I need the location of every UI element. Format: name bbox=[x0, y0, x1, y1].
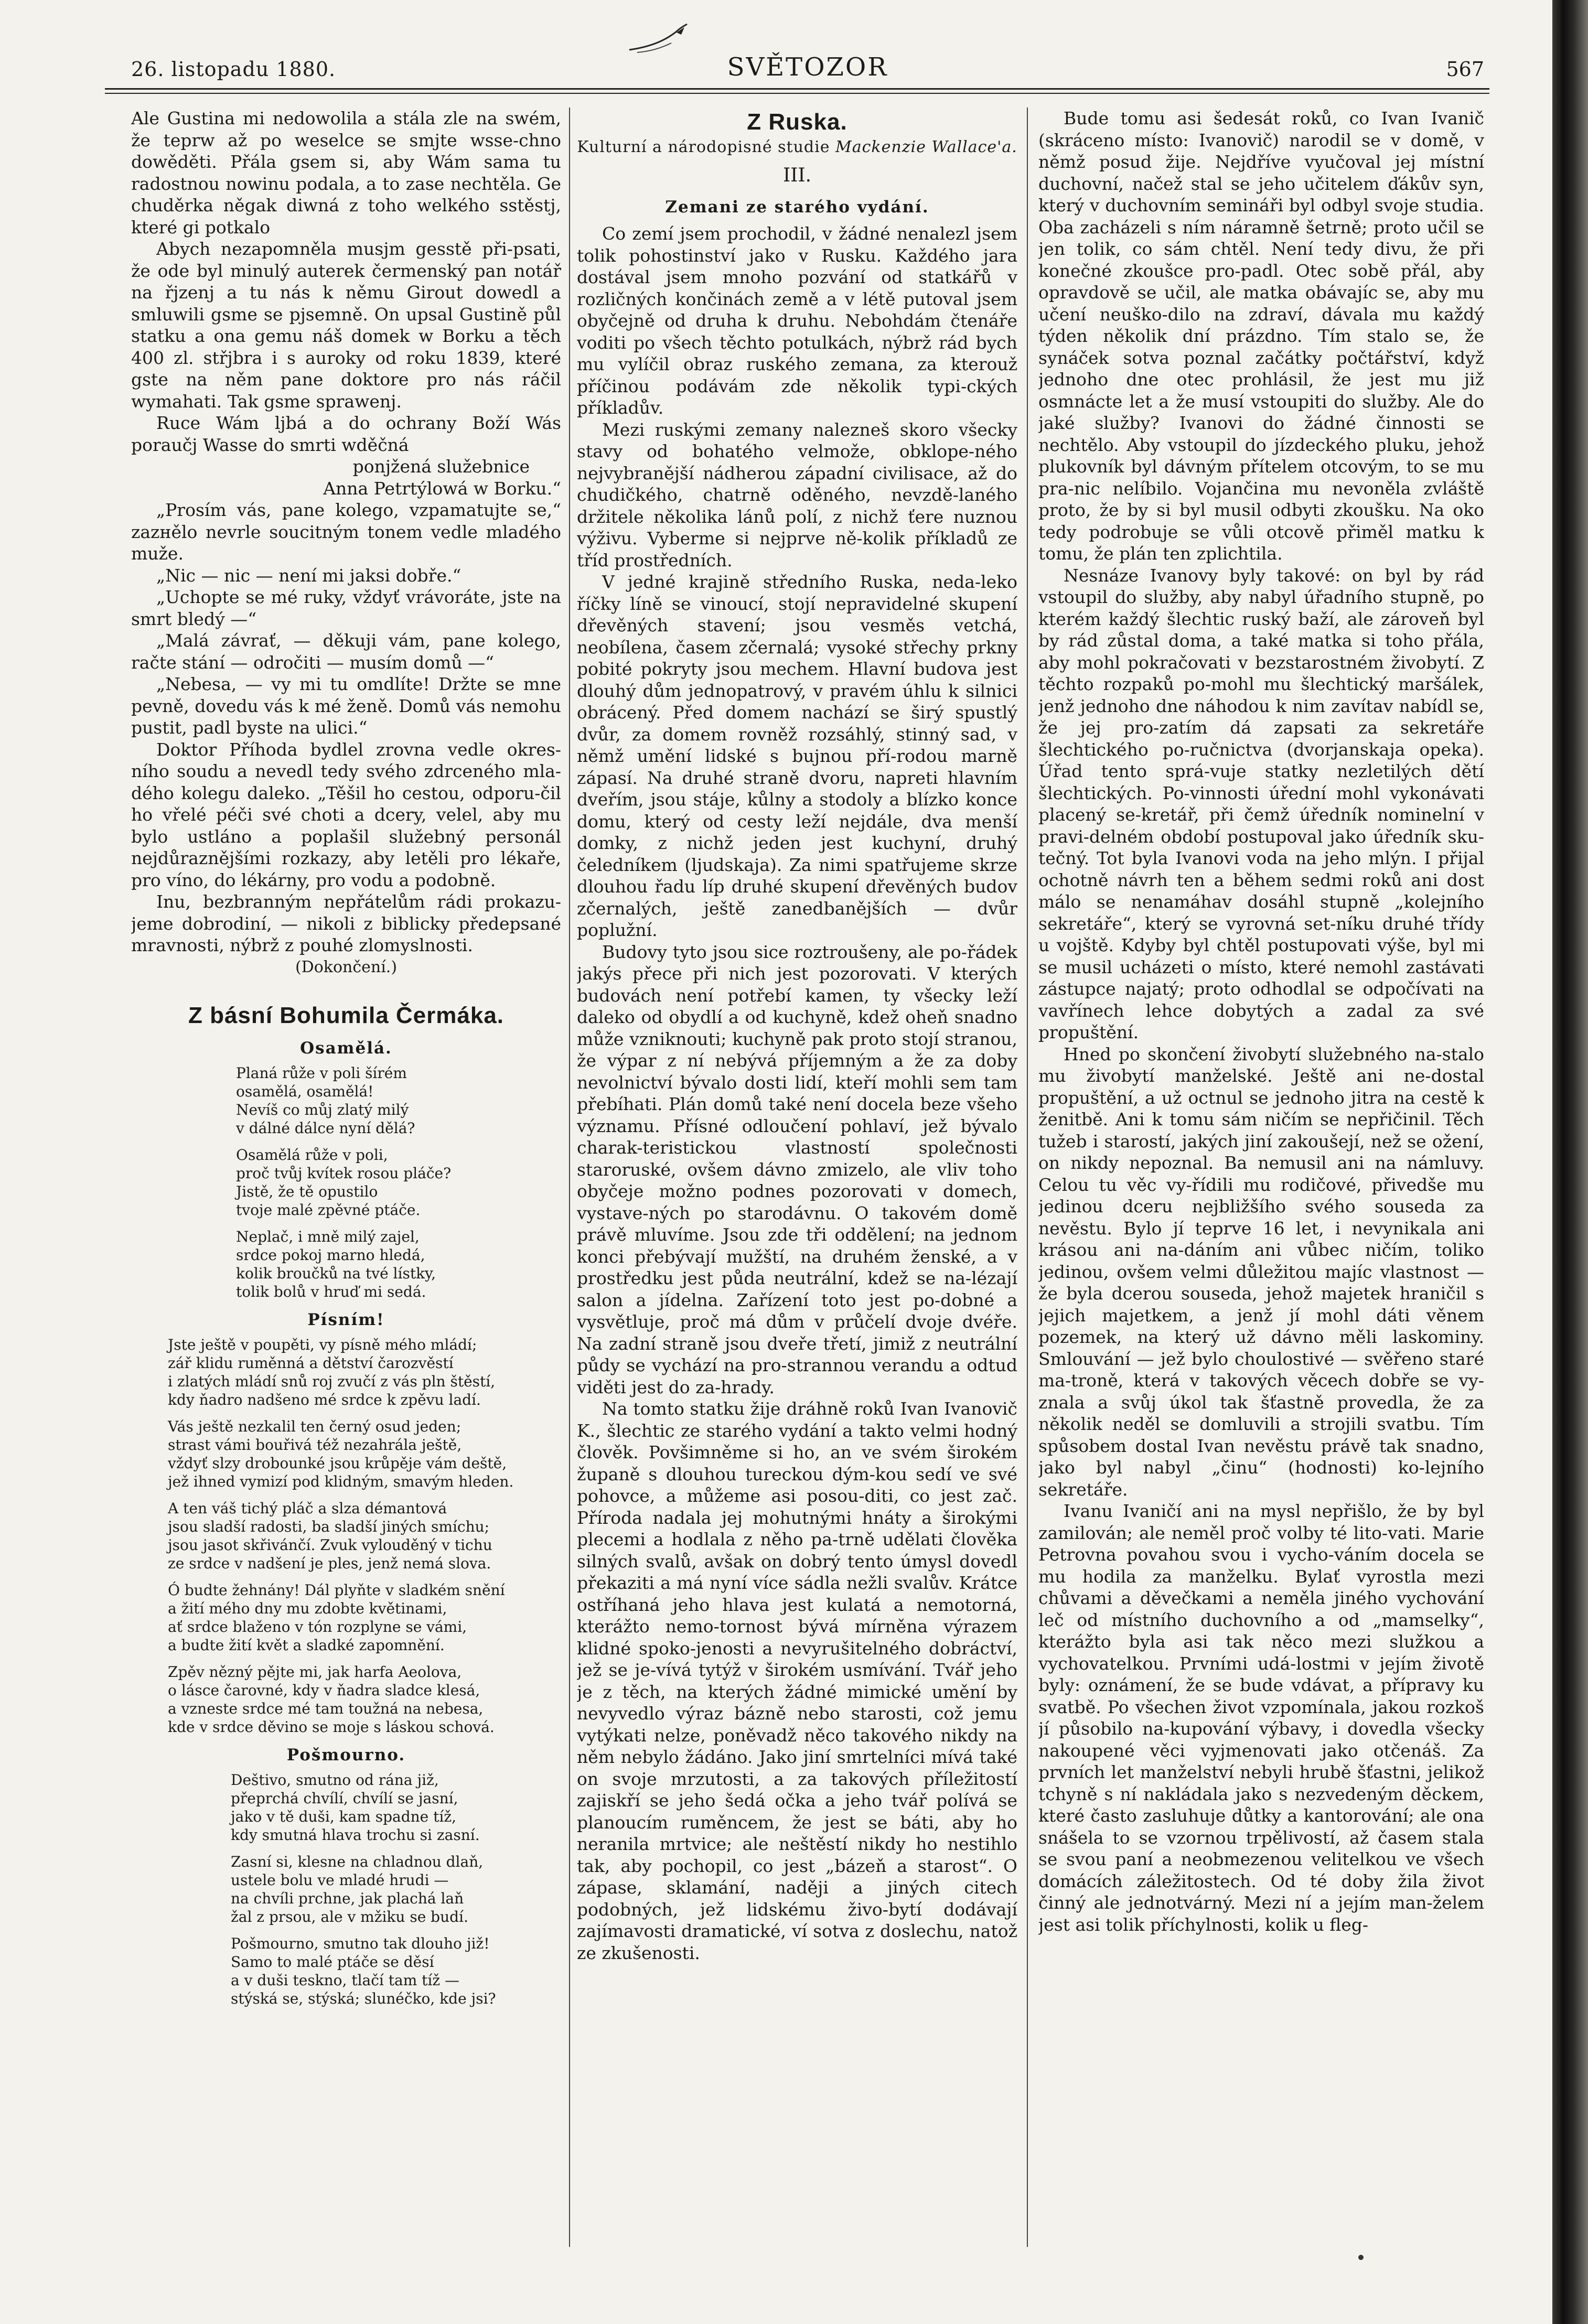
verse-line: Samo to malé ptáče se děsí bbox=[231, 1953, 434, 1971]
verse-line: Vás ještě nezkalil ten černý osud jeden; bbox=[168, 1418, 462, 1435]
subtitle-text: Kulturní a národopisné studie bbox=[577, 138, 830, 156]
verse-line: vždyť slzy drobounké jsou krůpěje vám deště, bbox=[168, 1455, 507, 1472]
verse-line: Neplač, i mně milý zajel, bbox=[236, 1228, 420, 1245]
paragraph: „Nic — nic — není mi jaksi dobře.“ bbox=[156, 565, 462, 586]
to-be-continued-note: (Dokončení.) bbox=[295, 957, 398, 976]
page-number: 567 bbox=[1446, 58, 1484, 81]
paragraph: Co zemí jsem prochodil, v žádné nenalezl jsem tolik pohostinství jako v Rusku. Každého jara dostával jsem mnoho pozvání od statkářů v rozličných končinách země a v létě putoval jsem obyčejně od druha k druhu. Nebohdám čtenáře voditi po všech těchto potulkách, nýbrž rád bych mu vylíčil obraz ruského zemana, za kterouž příčinou podávám zde několik typi-ckých příkladův. bbox=[577, 223, 1017, 418]
verse-line: jsou jasot skřivánčí. Zvuk vylouděný v tichu bbox=[168, 1536, 492, 1554]
verse-line: Jste ještě v poupěti, vy písně mého mládí; bbox=[168, 1336, 477, 1353]
paragraph: Abych nezapomněla musjm gesstě při-psati, že ode byl minulý auterek čermenský pan notář na řjzenj a tu nás k němu Girout dowedl a smluwili gsme se pjsemně. On upsal Gustině půl statku a ona gemu náš domek w Borku a těch 400 zl. střjbra i s auroky od roku 1839, které gste na něm pane doktore pro nás ráčil wymahati. Tak gsme sprawenj. bbox=[131, 239, 561, 412]
masthead-title: SVĚTOZOR bbox=[727, 52, 888, 82]
verse-line: Osamělá růže v poli, bbox=[236, 1146, 388, 1164]
verse-line: ze srdce v nadšení je ples, jenž nemá slova. bbox=[168, 1555, 491, 1572]
issue-date: 26. listopadu 1880. bbox=[131, 58, 336, 81]
verse-line: jež ihned vymizí pod klidným, smavým hleden. bbox=[168, 1473, 514, 1490]
verse-line: Zasní si, klesne na chladnou dlaň, bbox=[231, 1853, 484, 1870]
ornament-icon bbox=[627, 21, 695, 58]
paragraph: „Uchopte se mé ruky, vždyť vrávoráte, jste na smrt bledý —“ bbox=[131, 587, 561, 629]
paragraph: V jedné krajině středního Ruska, neda-leko říčky líně se vinoucí, stojí nepravidelné skupení dřevěných stavení; jsou vesměs vetchá, neobílena, časem zčernalá; vysoké střechy prkny pobité pokryty jsou mechem. Hlavní budova jest dlouhý dům jednopatrový, v pravém úhlu k silnici obrácený. Před domem nachází se širý spustlý dvůr, za domem rovněž rozsáhlý, stinný sad, v němž umění lidské s bujnou pří-rodou marně zápasí. Na druhé straně dvoru, napreti hlavním dveřím, jsou stáje, kůlny a stodoly a blízko konce domu, který od cesty leží nejdále, dva menší domky, z nichž jeden jest kuchyní, druhý čeledníkem (ljudskaja). Za nimi spatřujeme skrze dlouhou řadu líp druhé skupení dřevěných budov zčernalých, ještě zanedbanějších — dvůr poplužní. bbox=[577, 572, 1017, 940]
verse-line: zář klidu ruměnná a dětství čarozvěstí bbox=[168, 1354, 454, 1372]
paragraph: Ale Gustina mi nedowolila a stála zle na swém, že teprw až po weselce se smjte wsse-chno dowěděti. Přála gsem si, aby Wám sama tu radostnou nowinu podala, a to zase nechtěla. Ge chuděrka něgak diwná z toho welkého sstěstj, které gi potkalo bbox=[131, 108, 561, 238]
verse-line: o lásce čarovné, kdy v ňadra sladce klesá, bbox=[168, 1682, 480, 1699]
verse-line: přeprchá chvílí, chvílí se jasní, bbox=[231, 1790, 458, 1807]
subtitle-author: Mackenzie Wallace'a. bbox=[835, 138, 1017, 156]
poem-posmourno bbox=[131, 1771, 561, 2008]
verse-line: Zpěv nězný pějte mi, jak harfa Aeolova, bbox=[168, 1663, 462, 1681]
poem-title: Pošmourno. bbox=[286, 1746, 406, 1764]
stanza bbox=[168, 1336, 561, 1409]
signature-line: ponjžená služebnice bbox=[352, 456, 530, 477]
verse-line: kolik broučků na tvé lístky, bbox=[236, 1265, 436, 1282]
signature-name: Anna Petrtýlowá w Borku.“ bbox=[323, 478, 561, 499]
paragraph: Ivanu Ivaničí ani na mysl nepřišlo, že by byl zamilován; ale neměl proč volby té lito-vati. Marie Petrovna povahou svou i vycho-váním docela se mu hodila za manželku. Bylať vyrostla mezi chůvami a děvečkami a neměla jiného vychování leč od místního duchovního a od „mamselky“, kterážto byla asi tak něco mezi služkou a vychovatelkou. Prvními udá-lostmi v jejím životě byly: oznámení, že se bude vdávat, a přípravy ku svatbě. Po všechen život vzpomínala, jakou rozkoš jí působilo na-kupování výbavy, i dovedla všecky nakoupené věci vyjmenovati jako otčenáš. Za prvních let manželství nebyli hrubě šťastni, jelikož tchyně s ní nakládala jako s nezvedeným děckem, které často zasluhuje důtky a kantorování; ale ona snášela to se vzornou trpělivostí, až časem stala se svou paní a neobmezenou velitelkou ve všech domácích záležitostech. Od té doby žila život činný ale jednotvárný. Mezi ní a jejím man-želem jest asi tolik příchylnosti, kolik u fleg- bbox=[1038, 1501, 1484, 1935]
paragraph: Bude tomu asi šedesát roků, co Ivan Ivanič (skráceno místo: Ivanovič) narodil se v domě, v němž posud žije. Nejdříve vyučoval jej místní duchovní, načež stal se jeho učitelem ďákův syn, který v duchovním semináři byl odbyl svoje studia. Oba zacházeli s ním náramně šetrně; proto učil se jen tolik, co sám chtěl. Není tedy divu, že při konečné zkoušce pro-padl. Otec sobě přál, aby opravdově se učil, ale matka obávajíc se, aby mu učení neuško-dilo na zdraví, dávala mu každý týden několik dní prázdno. Tím stalo se, že synáček sotva poznal začátky počtářství, když jednoho dne otec prohlásil, že jest mu již osmnácte let a že musí vstoupiti do služby. Ale do jaké služby? Ivanovi do žádné činnosti se nechtělo. Aby vstoupil do jízdeckého pluku, jehož plukovník byl dávným přítelem otcovým, to se mu pra-nic nelíbilo. Vojančina mu nevoněla zvláště proto, že by si byl musil odbyti zkoušku. Na oko tedy podrobuje se vůli otcově přiměl matku k tomu, že plán ten zplichtila. bbox=[1038, 108, 1484, 564]
paragraph: Mezi ruskými zemany nalezneš skoro všecky stavy od bohatého velmože, obklope-ného nejvybranější nádherou západní civilisace, až do chudičkého, chatrně oděného, nevzdě-laného držitele několika lánů polí, z nichž ťere nuznou výživu. Vyberme si nejprve ně-kolik příkladů ze tříd prostředních. bbox=[577, 419, 1017, 571]
verse-line: i zlatých mládí snů roj zvučí z vás pln štěstí, bbox=[168, 1373, 496, 1390]
paragraph: Doktor Příhoda bydlel zrovna vedle okres-ního soudu a nevedl tedy svého zdrceného mla-dého kolegu daleko. „Těšil ho cestou, odporu-čil ho vřelé péči své choti a dcery, velel, aby mu bylo ustláno a poplašil služebný personál nejdůraznějšími rozkazy, aby letěli pro lékaře, pro víno, do lékárny, pro vodu a podobně. bbox=[131, 739, 561, 890]
stanza bbox=[236, 1228, 561, 1301]
verse-line: stýská se, stýská; slunéčko, kde jsi? bbox=[231, 1990, 496, 2007]
verse-line: srdce pokoj marno hledá, bbox=[236, 1246, 425, 1264]
verse-line: na chvíli prchne, jak plachá laň bbox=[231, 1890, 464, 1907]
stanza bbox=[168, 1499, 561, 1573]
column-1 bbox=[131, 107, 561, 2268]
paragraph: „Malá závrať, — děkuji vám, pane kolego, račte stání — odročiti — musím domů —“ bbox=[131, 630, 561, 673]
stanza bbox=[236, 1146, 561, 1219]
stanza bbox=[168, 1663, 561, 1736]
poem-osamela bbox=[131, 1064, 561, 1301]
paragraph: Na tomto statku žije dráhně roků Ivan Ivanovič K., šlechtic ze starého vydání a takto velmi hodný člověk. Povšimněme si ho, an ve svém širokém županě s dlouhou tureckou dým-kou sedí ve své pohovce, a můžeme asi posou-diti, co jest zač. Příroda nadala jej mohutnými hnáty a širokými plecemi a hodlala z něho pa-trně udělati člověka silných svalů, avšak on dobrý tento úmysl dovedl překaziti a má nyní více sádla nežli svalův. Krátce ostříhaná jeho hlava jest kulatá a nemotorná, kterážto nemo-tornost bývá mírněna výrazem klidné spoko-jenosti a nevyrušitelného dobráctví, jež se je-vívá tytýž v širokém usmívání. Tvář jeho je z těch, na kterých žádné mimické umění by nevyvedlo výraz bázně nebo starosti, což jemu vytýkati nelze, poněvadž něco takového nikdy na něm nebylo žádáno. Jako jiní smrtelníci mívá také on svoje mrzutosti, a za takových příležitostí zajiskří se jeho šedá očka a jeho tvář polívá se planoucím ruměncem, že jest se báti, aby ho neranila mrtvice; ale neštěstí nikdy ho nestihlo tak, aby pochopil, co jest „bázeň a starost“. O zápase, sklamání, naději a jiných citech podobných, jež lidskému živo-bytí dodávají zajímavosti dramatické, ví sotva z doslechu, natož ze zkušenosti. bbox=[577, 1398, 1017, 1963]
verse-line: proč tvůj kvítek rosou pláče? bbox=[236, 1165, 452, 1182]
verse-line: tvoje malé zpěvné ptáče. bbox=[236, 1201, 421, 1219]
article-subtitle bbox=[577, 137, 1017, 158]
verse-line: a vzneste srdce mé tam toužná na nebesa, bbox=[168, 1700, 484, 1717]
paragraph: Budovy tyto jsou sice roztroušeny, ale po-řádek jakýs přece při nich jest pozorovati. V kterých budovách není potřebí kamen, ty všecky leží daleko od obydlí a od kuchyně, kdež oheň snadno může vzniknouti; kuchyně pak proto stojí stranou, že výpar z ní nebývá příjemným a že za doby nevolnictví bývalo dosti lidí, kteří mohli sem tam přebíhati. Plán domů také není docela beze všeho významu. Přísné odloučení pohlaví, jež bývalo charak-teristickou vlastností společnosti starоruské, ovšem dávno zmizelo, ale vliv toho obyčeje možno podnes pozorovati v domech, vystave-ných po starodávnu. O takovém domě právě mluvíme. Jsou zde tři oddělení; na jednom konci přebývají mužští, na druhém ženské, a v prostředku jest půda neutrální, kdež se na-lézají salon a jídelna. Zařízení toto jest po-dobné a vysvětluje, proč má dům v průčelí dvoje dvéře. Na zadní straně jsou dveře třetí, jimiž z neutrální půdy se vychází na pro-strannou verandu a odtud viděti jest do za-hrady. bbox=[577, 941, 1017, 1397]
verse-line: jsou sladší radosti, ba sladší jiných smíchu; bbox=[168, 1518, 490, 1535]
stanza bbox=[231, 1771, 561, 1844]
article-title: Z Ruska. bbox=[747, 109, 847, 135]
verse-line: a v duši tesknо, tlačí tam tíž — bbox=[231, 1972, 460, 1989]
column-divider bbox=[1027, 107, 1028, 2247]
paragraph: Inu, bezbranným nepřátelům rádi prokazu-jeme dobrodiní, — nikoli z biblicky předepsané mravnosti, nýbrž z pouhé zlomyslnosti. bbox=[131, 891, 561, 955]
verse-line: ustele bolu ve mladé hrudi — bbox=[231, 1871, 449, 1889]
verse-line: kde v srdce děvino se moje s láskou schová. bbox=[168, 1718, 495, 1736]
poems-heading: Z básní Bohumila Čermáka. bbox=[188, 1003, 505, 1028]
verse-line: kdy smutná hlava trochu si zasní. bbox=[231, 1826, 480, 1844]
poem-title: Písním! bbox=[307, 1310, 385, 1329]
verse-line: strast vámi bouřivá též nezahrála ještě, bbox=[168, 1436, 462, 1454]
paragraph: „Prosím vás, pane kolego, vzpamatujte se,“ zazнělo nevrle soucitným tonem vedle mladého muže. bbox=[131, 500, 561, 564]
paragraph: Ruce Wám ljbá a do ochrany Boží Wás poraučj Wasse do smrti wděčná bbox=[131, 413, 561, 455]
paragraph: „Nebesa, — vy mi tu omdlíte! Držte se mne pevně, dovedu vás k mé ženě. Domů vás nemohu pustit, padl byste na ulici.“ bbox=[131, 674, 561, 738]
page-binding-edge bbox=[1552, 0, 1588, 2324]
ink-dot bbox=[1358, 2255, 1364, 2260]
stanza bbox=[231, 1934, 561, 2008]
verse-line: osamělá, osamělá! bbox=[236, 1083, 374, 1100]
verse-line: kdy ňadro nadšeno mé srdce k zpěvu ladí. bbox=[168, 1391, 481, 1408]
paragraph: Hned po skončení živobytí služebného na-stalo mu živobytí manželské. Ještě ani ne-dostal propuštění, a už octnul se jednoho jitra na cestě k ženitbě. Ani k tomu sám ničím se nepřičinil. Těch tužeb i starostí, jakých jiní zakoušejí, než se ožení, on nikdy nepoznal. Ba nemusil ani na námluvy. Celou tu věc vy-řídili mu rodičové, přivedše mu jedinou dceru nejbližšího svého souseda za nevěstu. Bylo jí teprve 16 let, i nevynikala ani krásou ani na-dáním ani vůbec ničím, toliko jedinou, ovšem velmi důležitou majíc vlastnost — že byla dcerou souseda, jehož majetek hraničil s jejich majetkem, a jenž jí mohl dáti věnem pozemek, na který už dávno měli laskominy. Smlouvání — jež bylo choulostivé — svěřeno staré ma-troně, která v takových věcech dobře se vy-znala a svůj úkol tak šťastně provedla, že za několik neděl se domluvili a strojili svatbu. Tím spůsobem dostal Ivan nevěstu právě tak snadno, jako byl nabyl „činu“ (hodnosti) ko-lejního sekretáře. bbox=[1038, 1043, 1484, 1500]
stanza bbox=[168, 1581, 561, 1654]
column-2 bbox=[577, 107, 1017, 2268]
chapter-number: III. bbox=[782, 165, 812, 186]
verse-line: Ó budte žehnány! Dál plyňte v sladkém snění bbox=[168, 1581, 505, 1599]
verse-line: a žití mého dny mu zdobte květinami, bbox=[168, 1600, 447, 1617]
stanza bbox=[231, 1853, 561, 1926]
verse-line: Nevíš co můj zlatý milý bbox=[236, 1101, 409, 1118]
stanza bbox=[236, 1064, 561, 1137]
paragraph: Nesnáze Ivanovy byly takové: on byl by rád vstoupil do služby, aby nabyl úřadního stupně, po kterém každý šlechtic ruský baží, ale zároveň byl by rád zůstal doma, a také matka si toho přála, aby mohl pokračovati v bezstarostném živobytí. Z těchto rozpaků po-mohl mu šlechtický maršálek, jenž jednoho dne náhodou k nim zavítav nabídl se, že jej pro-zatím dá zapsati za sekretáře šlechtického po-ručnictva (dvorjanskaja opeka). Úřad tento sprá-vuje statky nezletilých dětí šlechtických. Po-vinnosti úřední mohl vykonávati placený se-kretář, při čemž úředník nominelní v pravi-delném období postupoval jako úředník sku-tečný. Tot byla Ivanovi voda na jeho mlýn. I přijal ochotně návrh ten a během sedmi roků ani dost málo se nenamáhav dosáhl stupně „kolejního sekretáře“, který se vyrovná set-níku druhé třídy u vojště. Kdyby byl chtěl postupovati výše, byl mi se musil ucházeti o místo, které nemohl zastávati zástupce najatý; proto odhodlal se odpočívati na vavřínech lehce dobytých a zadal za své propuštění. bbox=[1038, 565, 1484, 1042]
poem-pisnim bbox=[131, 1336, 561, 1736]
poem-title: Osamělá. bbox=[300, 1039, 392, 1058]
section-title: Zemani ze starého vydání. bbox=[665, 198, 929, 217]
verse-line: ať srdce blaženo v tón rozplyne se vámi, bbox=[168, 1618, 467, 1636]
verse-line: A ten váš tichý pláč a slza démantová bbox=[168, 1500, 447, 1517]
verse-line: jako v tě duši, kam spadne tíž, bbox=[231, 1808, 457, 1825]
column-3 bbox=[1038, 107, 1484, 2268]
header-rule-thin bbox=[105, 93, 1489, 94]
verse-line: tolik bolů v hruď mi sedá. bbox=[236, 1283, 426, 1300]
verse-line: v dálné dálce nyní dělá? bbox=[236, 1120, 415, 1137]
column-divider bbox=[569, 107, 570, 2247]
verse-line: Jistě, že tě opustilo bbox=[236, 1183, 378, 1200]
verse-line: žal z prsou, ale v mžiku se budí. bbox=[231, 1908, 468, 1925]
verse-line: Deštivo, smutno od rána již, bbox=[231, 1771, 439, 1789]
verse-line: a budte žití květ a sladké zapomnění. bbox=[168, 1637, 445, 1654]
verse-line: Pošmourno, smutno tak dlouho již! bbox=[231, 1935, 490, 1952]
stanza bbox=[168, 1417, 561, 1491]
verse-line: Planá růže v poli šírém bbox=[236, 1064, 407, 1082]
header-rule bbox=[105, 88, 1489, 90]
